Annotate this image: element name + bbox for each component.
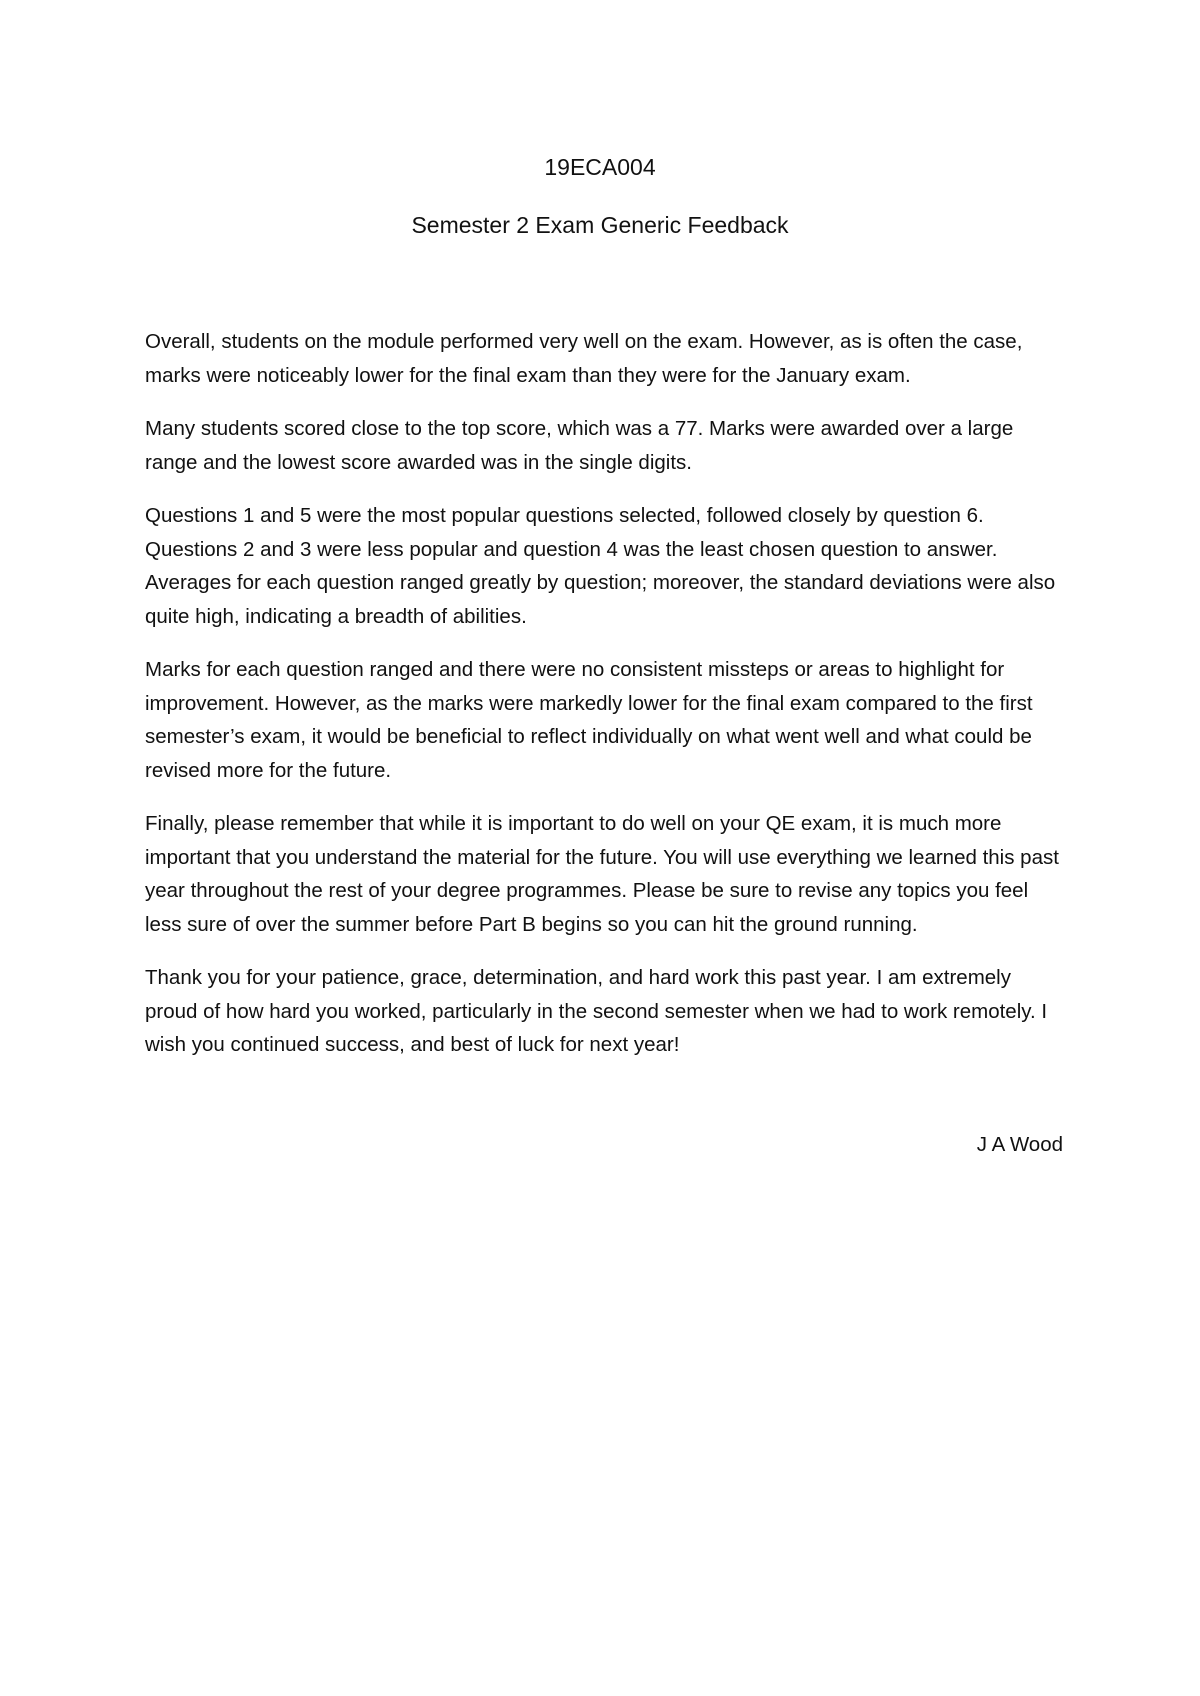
- feedback-body: [145, 325, 1065, 1082]
- document-title: Semester 2 Exam Generic Feedback: [411, 212, 789, 238]
- paragraph-marks: Marks for each question ranged and there were no consistent missteps or areas to highlight for improvement. However, as the marks were markedly lower for the final exam compared to the first semester’s exam, it would be beneficial to reflect individually on what went well and what could be revised more for the future.: [145, 658, 1033, 782]
- signature: J A Wood: [976, 1133, 1063, 1156]
- paragraph-overall: Overall, students on the module performed very well on the exam. However, as is often the case, marks were noticeably lower for the final exam than they were for the January exam.: [145, 330, 1023, 387]
- module-code-heading: 19ECA004: [544, 154, 656, 180]
- paragraph-thanks: Thank you for your patience, grace, determination, and hard work this past year. I am extremely proud of how hard you worked, particularly in the second semester when we had to work remotely. I wish you continued success, and best of luck for next year!: [145, 966, 1048, 1056]
- paragraph-questions: Questions 1 and 5 were the most popular questions selected, followed closely by question 6. Questions 2 and 3 were less popular and question 4 was the least chosen question to answer. Averages for each question ranged greatly by question; moreover, the standard deviations were also quite high, indicating a breadth of abilities.: [145, 504, 1056, 628]
- paragraph-finally: Finally, please remember that while it is important to do well on your QE exam, it is much more important that you understand the material for the future. You will use everything we learned this past year throughout the rest of your degree programmes. Please be sure to revise any topics you feel less sure of over the summer before Part B begins so you can hit the ground running.: [145, 812, 1059, 936]
- paragraph-scores: Many students scored close to the top score, which was a 77. Marks were awarded over a large range and the lowest score awarded was in the single digits.: [145, 417, 1014, 474]
